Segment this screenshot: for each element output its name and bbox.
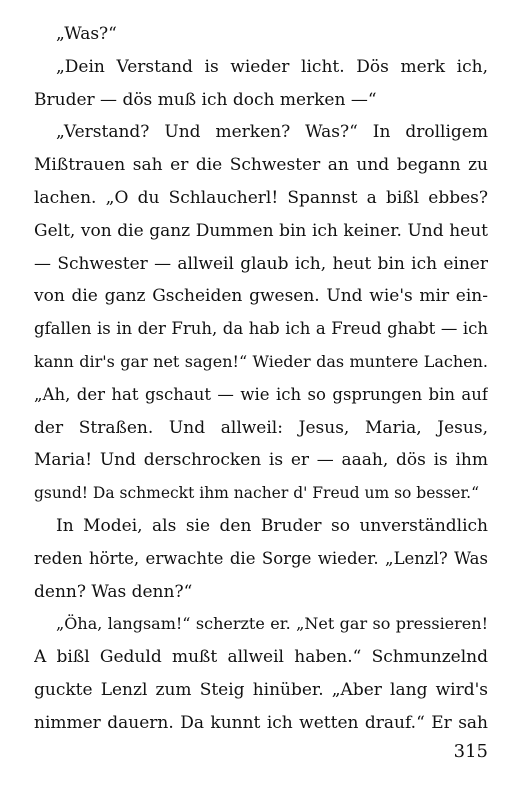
text-line: von die ganz Gscheiden gwesen. Und wie's mir ein- xyxy=(34,286,488,307)
text-line: denn? Was denn?“ xyxy=(34,581,193,602)
text-line: gfallen is in der Fruh, da hab ich a Freud ghabt — ich xyxy=(34,319,488,339)
text-line: In Modei, als sie den Bruder so unverständlich xyxy=(56,515,488,536)
page-number: 315 xyxy=(453,741,488,762)
body-text xyxy=(34,18,488,740)
text-line: Maria! Und derschrocken is er — aaah, dös is ihm xyxy=(34,450,488,471)
text-line: Gelt, von die ganz Dummen bin ich keiner. Und heut xyxy=(34,220,488,241)
text-line: reden hörte, erwachte die Sorge wieder. „Lenzl? Was xyxy=(34,548,488,568)
text-line: „Öha, langsam!“ scherzte er. „Net gar so pressieren! xyxy=(56,614,488,634)
text-line: der Straßen. Und allweil: Jesus, Maria, Jesus, xyxy=(34,417,488,438)
text-line: gsund! Da schmeckt ihm nacher d' Freud um so besser.“ xyxy=(34,484,480,503)
text-line: kann dir's gar net sagen!“ Wieder das muntere Lachen. xyxy=(34,351,488,371)
text-line: „Ah, der hat gschaut — wie ich so gsprungen bin auf xyxy=(34,384,488,404)
text-line: „Was?“ xyxy=(56,24,117,44)
text-line: guckte Lenzl zum Steig hinüber. „Aber lang wird's xyxy=(34,679,488,700)
text-line: Bruder — dös muß ich doch merken —“ xyxy=(34,89,377,110)
text-line: A bißl Geduld mußt allweil haben.“ Schmunzelnd xyxy=(34,647,488,668)
text-line: lachen. „O du Schlaucherl! Spannst a bißl ebbes? xyxy=(34,187,488,208)
text-line: „Verstand? Und merken? Was?“ In drolligem xyxy=(56,122,488,143)
text-line: „Dein Verstand is wieder licht. Dös merk ich, xyxy=(56,56,488,77)
text-line: — Schwester — allweil glaub ich, heut bin ich einer xyxy=(34,253,488,274)
text-line: nimmer dauern. Da kunnt ich wetten drauf.“ Er sah xyxy=(34,712,488,733)
text-line: Mißtrauen sah er die Schwester an und begann zu xyxy=(34,155,488,176)
